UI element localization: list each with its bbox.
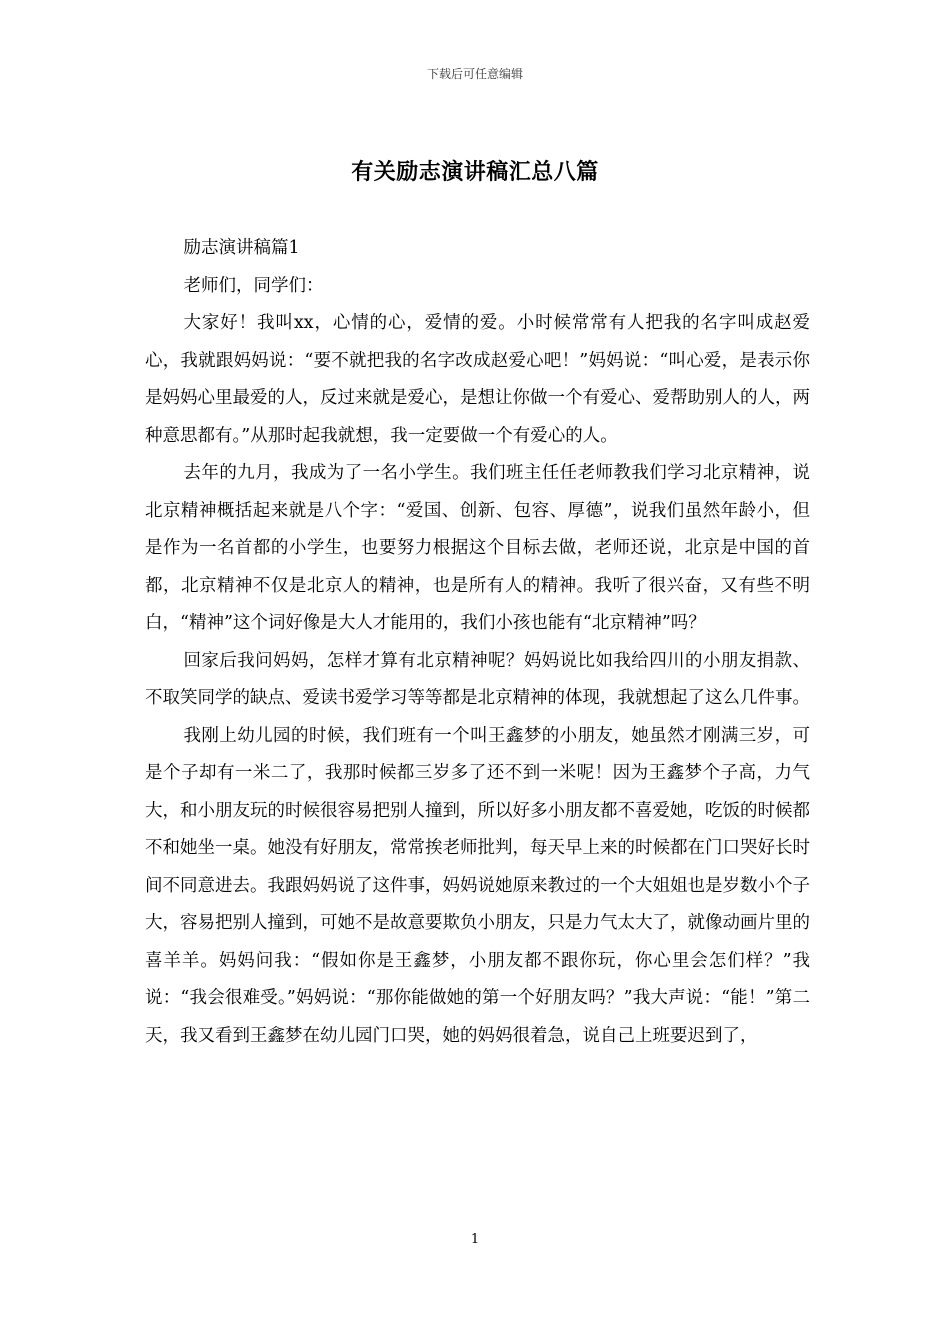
body-paragraph: 我刚上幼儿园的时候，我们班有一个叫王鑫梦的小朋友，她虽然才刚满三岁，可是个子却有一米二了，我那时候都三岁多了还不到一米呢！因为王鑫梦个子高，力气大，和小朋友玩的时候很容易把别人撞到，所以好多小朋友都不喜爱她，吃饭的时候都不和她坐一桌。她没有好朋友，常常挨老师批判，每天早上来的时候都在门口哭好长时间不同意进去。我跟妈妈说了这件事，妈妈说她原来教过的一个大姐姐也是岁数小个子大，容易把别人撞到，可她不是故意要欺负小朋友，只是力气太大了，就像动画片里的喜羊羊。妈妈问我：“假如你是王鑫梦，小朋友都不跟你玩，你心里会怎们样？”我说：“我会很难受。”妈妈说：“那你能做她的第一个好朋友吗？”我大声说：“能！”第二天，我又看到王鑫梦在幼儿园门口哭，她的妈妈很着急，说自己上班要迟到了， [145,725,810,1046]
document-title: 有关励志演讲稿汇总八篇 [351,159,599,185]
body-paragraph: 去年的九月，我成为了一名小学生。我们班主任任老师教我们学习北京精神，说北京精神概括起来就是八个字：“爱国、创新、包容、厚德”，说我们虽然年龄小，但是作为一名首都的小学生，也要努力根据这个目标去做，老师还说，北京是中国的首都，北京精神不仅是北京人的精神，也是所有人的精神。我听了很兴奋，又有些不明白，“精神”这个词好像是大人才能用的，我们小孩也能有“北京精神”吗？ [145,463,810,633]
page-header: 下载后可任意编辑 [426,67,523,81]
document-body [145,230,810,1055]
section-heading: 励志演讲稿篇1 [183,238,300,258]
body-paragraph: 大家好！我叫xx，心情的心，爱情的爱。小时候常常有人把我的名字叫成赵爱心，我就跟妈妈说：“要不就把我的名字改成赵爱心吧！”妈妈说：“叫心爱，是表示你是妈妈心里最爱的人，反过来就是爱心，是想让你做一个有爱心、爱帮助别人的人，两种意思都有。”从那时起我就想，我一定要做一个有爱心的人。 [145,313,810,446]
page-number: 1 [470,1232,480,1247]
salutation: 老师们，同学们： [183,275,324,296]
body-paragraph: 回家后我问妈妈，怎样才算有北京精神呢？妈妈说比如我给四川的小朋友捐款、不取笑同学的缺点、爱读书爱学习等等都是北京精神的体现，我就想起了这么几件事。 [145,650,810,708]
